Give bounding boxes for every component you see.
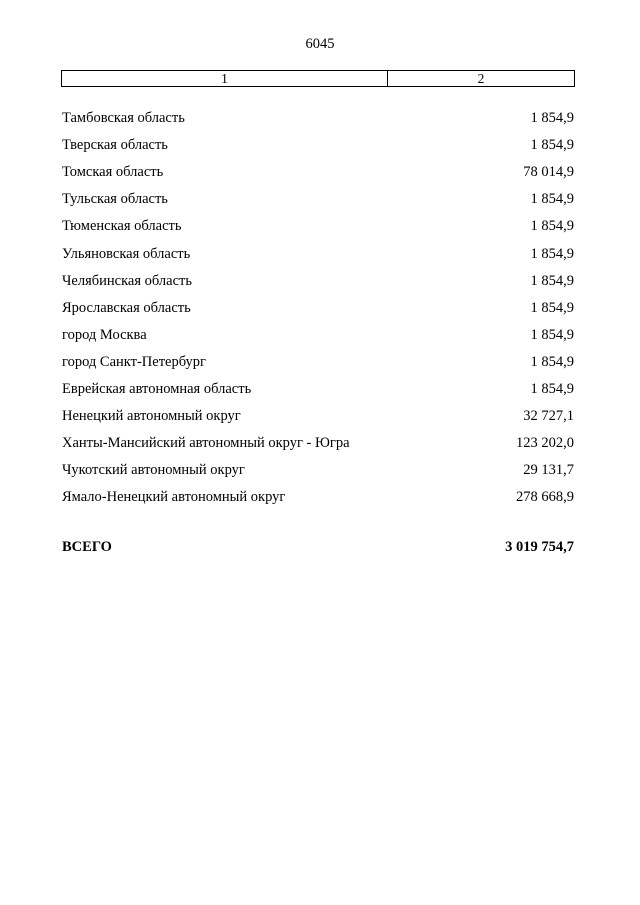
region-value: 1 854,9 <box>530 137 574 154</box>
region-name: Тверская область <box>62 137 168 154</box>
region-value: 1 854,9 <box>530 380 574 397</box>
region-value: 1 854,9 <box>530 110 574 127</box>
region-name: Еврейская автономная область <box>62 380 252 397</box>
table-row <box>62 240 574 267</box>
region-name: Ханты-Мансийский автономный округ - Югра <box>62 435 350 452</box>
column-1-number: 1 <box>62 71 388 86</box>
table-row <box>62 213 574 240</box>
column-number-header <box>61 70 575 87</box>
region-value: 278 668,9 <box>516 489 574 506</box>
region-value: 1 854,9 <box>530 299 574 316</box>
table-row <box>62 268 574 295</box>
region-name: Ямало-Ненецкий автономный округ <box>62 489 286 506</box>
region-name: Тульская область <box>62 191 168 208</box>
region-value: 78 014,9 <box>523 164 574 181</box>
region-value: 123 202,0 <box>516 435 574 452</box>
total-value: 3 019 754,7 <box>505 539 574 555</box>
page-number: 6045 <box>305 36 335 52</box>
region-value: 1 854,9 <box>530 326 574 343</box>
region-name: Ульяновская область <box>62 245 191 262</box>
table-row <box>62 159 574 186</box>
region-table <box>62 105 574 511</box>
region-name: город Санкт-Петербург <box>62 353 207 370</box>
region-value: 1 854,9 <box>530 218 574 235</box>
total-label: ВСЕГО <box>62 539 112 555</box>
region-name: Тамбовская область <box>62 110 185 127</box>
region-name: город Москва <box>62 326 147 343</box>
table-row <box>62 457 574 484</box>
table-row <box>62 430 574 457</box>
table-row <box>62 376 574 403</box>
region-value: 1 854,9 <box>530 353 574 370</box>
table-row <box>62 132 574 159</box>
table-row <box>62 484 574 511</box>
region-value: 32 727,1 <box>523 408 574 425</box>
table-row <box>62 322 574 349</box>
table-row <box>62 105 574 132</box>
table-row <box>62 349 574 376</box>
region-name: Ненецкий автономный округ <box>62 408 241 425</box>
column-2-number: 2 <box>477 70 485 86</box>
region-name: Чукотский автономный округ <box>62 462 245 479</box>
table-row <box>62 186 574 213</box>
table-row <box>62 295 574 322</box>
region-value: 1 854,9 <box>530 272 574 289</box>
region-value: 29 131,7 <box>523 462 574 479</box>
region-name: Томская область <box>62 164 164 181</box>
total-row <box>62 539 574 556</box>
region-name: Ярославская область <box>62 299 191 316</box>
region-value: 1 854,9 <box>530 245 574 262</box>
region-name: Челябинская область <box>62 272 192 289</box>
table-row <box>62 403 574 430</box>
region-name: Тюменская область <box>62 218 182 235</box>
region-value: 1 854,9 <box>530 191 574 208</box>
